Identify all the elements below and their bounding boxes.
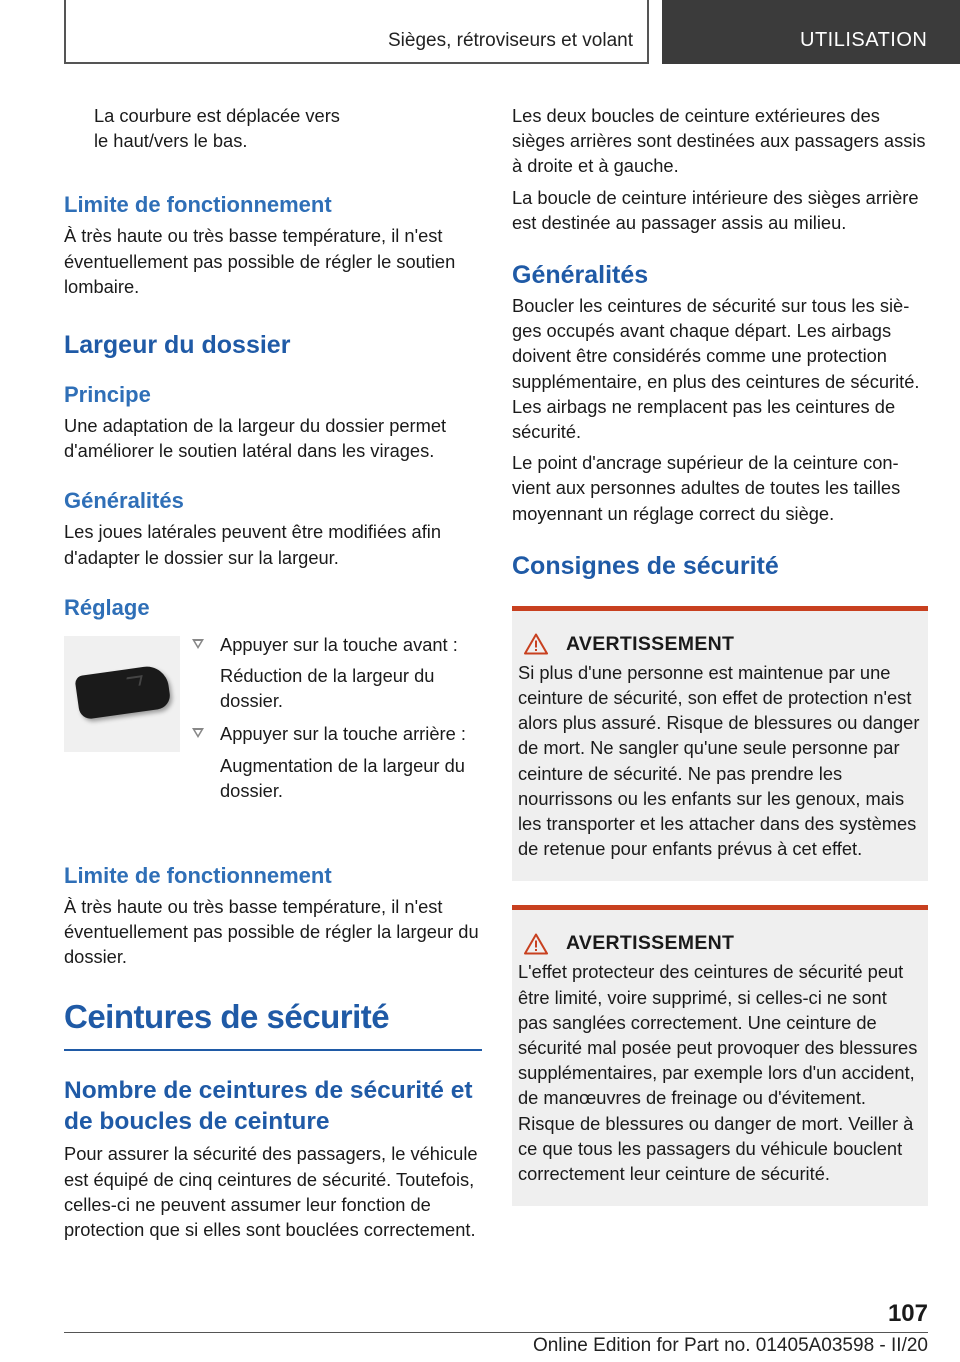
header-section-box	[64, 0, 649, 64]
nombre-heading: Nombre de ceintures de sécurité et de boucles de ceinture	[64, 1077, 473, 1136]
footer-divider	[64, 1332, 928, 1333]
step-action: Appuyer sur la touche avant :	[220, 633, 458, 655]
reglage-heading: Réglage	[64, 594, 150, 620]
limit-text-1: À très haute ou très basse température, il n'est éventuellement pas possible de régler le soutien lombaire.	[64, 225, 456, 297]
footer-edition: Online Edition for Part no. 01405A03598 - II/20	[532, 1335, 928, 1356]
buckles-text-1: Les deux boucles de ceinture extérieures des sièges arrières sont destinées aux passagers assis à droite et à gauche.	[512, 105, 926, 177]
principe-text: Une adaptation de la largeur du dossier permet d'améliorer le soutien latéral dans les virages.	[64, 415, 447, 462]
warning-triangle-icon	[524, 933, 548, 955]
reglage-steps	[192, 632, 482, 803]
step-item	[192, 721, 482, 803]
seat-width-button-shape	[74, 664, 171, 720]
generalites-text-left: Les joues latérales peuvent être modifiées afin d'adapter le dossier sur la largeur.	[64, 521, 442, 568]
warning-title: AVERTISSEMENT	[566, 632, 735, 655]
step-result: Augmentation de la largeur du dossier.	[220, 754, 465, 801]
step-result: Réduction de la largeur du dossier.	[220, 665, 435, 712]
warning-box	[512, 905, 928, 1206]
generalites-heading-left: Généralités	[64, 488, 184, 514]
warning-header	[518, 932, 920, 955]
limit-heading-1: Limite de fonctionnement	[64, 192, 332, 218]
header-tab	[662, 0, 960, 64]
principe-heading: Principe	[64, 382, 151, 408]
reglage-block	[64, 632, 482, 822]
warning-header	[518, 633, 920, 656]
consignes-heading: Consignes de sécurité	[512, 551, 779, 580]
limit-heading-2: Limite de fonctionnement	[64, 862, 332, 888]
warning-title: AVERTISSEMENT	[566, 932, 735, 955]
largeur-heading: Largeur du dossier	[64, 331, 291, 360]
generalites-text-right-1: Boucler les ceintures de sécurité sur tous les sièges occupés avant chaque départ. Les airbags doivent être considérés comme une protection supplémentaire, en plus des ceintures de sécurité. Les airbags ne remplacent pas les ceintures de sécurité.	[512, 295, 920, 443]
warning-text: Si plus d'une personne est maintenue par une ceinture de sécurité, son effet de protection n'est alors plus assuré. Risque de blessures ou danger de mort. Ne sangler qu'une seule personne par ceinture de sécurité. Ne pas prendre les nourrissons ou les enfants sur les genoux, mais les transporter et les attacher dans des systèmes de retenue pour enfants prévus à cet effet.	[518, 661, 920, 860]
triangle-bullet-icon	[192, 728, 204, 738]
nombre-text: Pour assurer la sécurité des passagers, le véhicule est équipé de cinq ceintures de sécurité. Toutefois, celles-ci ne peuvent assumer leur fonction de protection que si elles sont bouclées correctement.	[64, 1143, 478, 1241]
intro-line-1: La courbure est déplacée vers	[94, 105, 340, 126]
triangle-bullet-icon	[192, 639, 204, 649]
seat-button-image	[64, 636, 180, 752]
limit-text-2: À très haute ou très basse température, il n'est éventuellement pas possible de régler la largeur du dossier.	[64, 895, 479, 968]
step-item	[192, 632, 482, 714]
buckles-text-2: La boucle de ceinture intérieure des sièges arrière est destinée au passager assis au milieu.	[512, 186, 919, 233]
warning-box	[512, 606, 928, 882]
generalites-text-right-2: Le point d'ancrage supérieur de la ceinture convient aux personnes adultes de toutes les tailles moyennant un réglage correct du siège.	[512, 452, 901, 524]
intro-line-2: le haut/vers le bas.	[94, 130, 248, 152]
generalites-heading-right: Généralités	[512, 261, 649, 290]
chapter-title: Ceintures de sécurité	[64, 998, 390, 1036]
warning-triangle-icon	[524, 633, 548, 655]
header-tab-label: UTILISATION	[800, 29, 928, 51]
page-number: 107	[887, 1300, 928, 1327]
warning-text: L'effet protecteur des ceintures de sécurité peut être limité, voire supprimé, si celles-ci ne sont pas sanglées correctement. Une ceinture de sécurité mal posée peut provoquer des blessures supplémentaires, par exemple lors d'un accident, de manœuvres de freinage ou d'évitement. Risque de blessures ou danger de mort. Veiller à ce que tous les passagers du véhicule bouclent correctement leur ceinture de sécurité.	[518, 961, 918, 1185]
right-column	[512, 103, 928, 1206]
intro-text	[64, 103, 482, 153]
chapter-divider	[64, 1049, 482, 1051]
header-section-title: Sièges, rétroviseurs et volant	[387, 30, 633, 51]
step-action: Appuyer sur la touche arrière :	[220, 723, 466, 745]
left-column	[64, 103, 482, 1242]
